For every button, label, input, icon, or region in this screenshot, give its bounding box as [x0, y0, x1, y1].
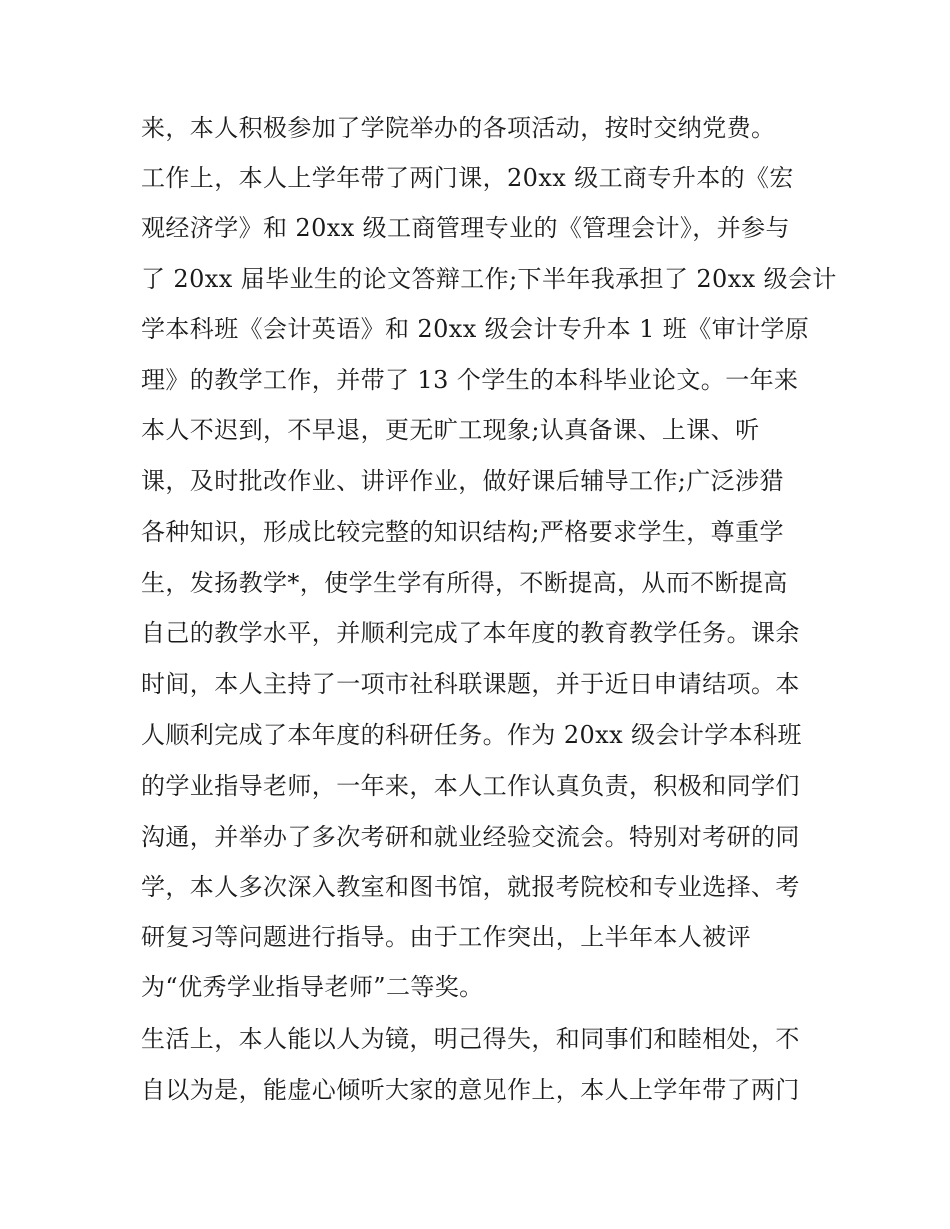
text-line: 学本科班《会计英语》和 20xx 级会计专升本 1 班《审计学原: [141, 315, 810, 343]
text-line: 各种知识，形成比较完整的知识结构;严格要求学生，尊重学: [141, 518, 784, 546]
text-line: 生，发扬教学*，使学生学有所得，不断提高，从而不断提高: [141, 569, 788, 597]
text-line: 自己的教学水平，并顺利完成了本年度的教育教学任务。课余: [141, 619, 800, 647]
text-line: 课，及时批改作业、讲评作业，做好课后辅导工作;广泛涉猎: [141, 467, 784, 495]
text-line: 的学业指导老师，一年来，本人工作认真负责，积极和同学们: [141, 772, 800, 800]
text-line: 自以为是，能虚心倾听大家的意见作上，本人上学年带了两门: [141, 1076, 800, 1104]
text-line: 本人不迟到，不早退，更无旷工现象;认真备课、上课、听: [141, 416, 760, 444]
text-line: 沟通，并举办了多次考研和就业经验交流会。特别对考研的同: [141, 823, 800, 851]
text-line: 学，本人多次深入教室和图书馆，就报考院校和专业选择、考: [141, 873, 800, 901]
text-line: 工作上，本人上学年带了两门课，20xx 级工商专升本的《宏: [141, 164, 794, 192]
text-line: 研复习等问题进行指导。由于工作突出，上半年本人被评: [141, 923, 751, 951]
text-line: 了 20xx 届毕业生的论文答辩工作;下半年我承担了 20xx 级会计: [141, 265, 837, 293]
text-line: 理》的教学工作，并带了 13 个学生的本科毕业论文。一年来: [141, 366, 799, 394]
text-line: 为“优秀学业指导老师”二等奖。: [141, 973, 484, 1001]
text-line: 时间，本人主持了一项市社科联课题，并于近日申请结项。本: [141, 670, 800, 698]
text-line: 观经济学》和 20xx 级工商管理专业的《管理会计》，并参与: [141, 214, 790, 242]
text-line: 人顺利完成了本年度的科研任务。作为 20xx 级会计学本科班: [141, 721, 802, 749]
text-line: 生活上，本人能以人为镜，明己得失，和同事们和睦相处，不: [141, 1025, 800, 1053]
text-line: 来，本人积极参加了学院举办的各项活动，按时交纳党费。: [141, 114, 776, 142]
